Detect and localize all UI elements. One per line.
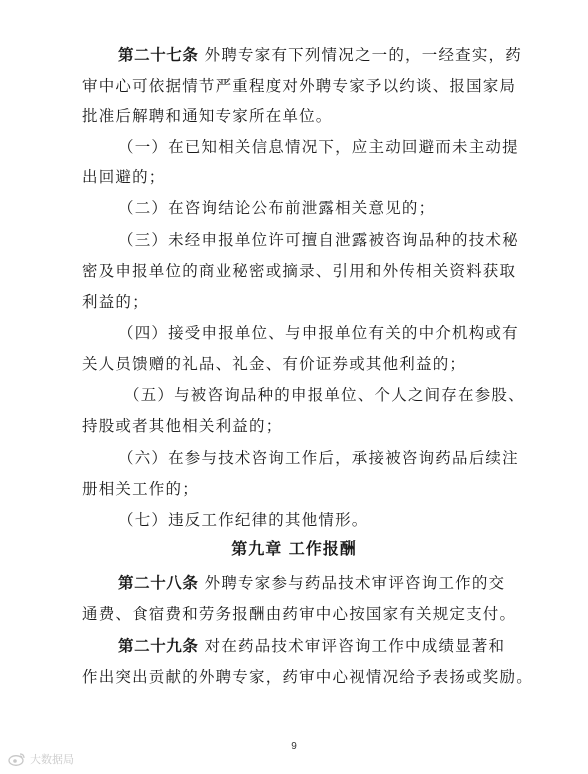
weibo-logo-icon [8,752,26,766]
item-6-line-2: 册相关工作的； [82,480,199,498]
article-27-line-1 [118,45,522,65]
item-7-line-1: （七）违反工作纪律的其他情形。 [118,511,369,529]
article-28-line-2: 通费、食宿费和劳务报酬由药审中心按国家有关规定支付。 [82,605,517,623]
watermark-text: 大数据局 [30,753,74,766]
article-29-line-2: 作出突出贡献的外聘专家，药审中心视情况给予表扬或奖励。 [82,668,533,686]
article-27-heading: 第二十七条 [118,46,199,64]
item-1-line-2: 出回避的； [82,168,166,186]
item-5-line-1: （五）与被咨询品种的申报单位、个人之间存在参股、 [124,386,525,404]
chapter-9-title: 第九章 工作报酬 [231,539,357,558]
item-4-line-1: （四）接受申报单位、与申报单位有关的中介机构或有 [118,324,519,342]
article-27-line-3: 批准后解聘和通知专家所在单位。 [82,107,333,125]
watermark [8,751,74,767]
page-number: 9 [291,741,297,752]
item-3-line-1: （三）未经申报单位许可擅自泄露被咨询品种的技术秘 [118,231,519,249]
item-2-line-1: （二）在咨询结论公布前泄露相关意见的； [118,199,436,217]
article-29-heading: 第二十九条 [118,637,199,655]
article-28-line-1-text: 外聘专家参与药品技术审评咨询工作的交 [204,574,506,592]
item-6-line-1: （六）在参与技术咨询工作后，承接被咨询药品后续注 [118,449,519,467]
item-3-line-2: 密及申报单位的商业秘密或摘录、引用和外传相关资料获取 [82,262,517,280]
article-27-line-1-text: 外聘专家有下列情况之一的，一经查实，药 [204,46,522,64]
item-1-line-1: （一）在已知相关信息情况下，应主动回避而未主动提 [118,138,519,156]
article-29-line-1 [118,636,505,656]
item-5-line-2: 持股或者其他相关利益的； [82,417,283,435]
article-29-line-1-text: 对在药品技术审评咨询工作中成绩显著和 [204,637,506,655]
item-4-line-2: 关人员馈赠的礼品、礼金、有价证券或其他利益的； [82,355,467,373]
article-27-line-2: 审中心可依据情节严重程度对外聘专家予以约谈、报国家局 [82,77,517,95]
item-3-line-3: 利益的； [82,293,149,311]
article-28-line-1 [118,573,505,593]
article-28-heading: 第二十八条 [118,574,199,592]
